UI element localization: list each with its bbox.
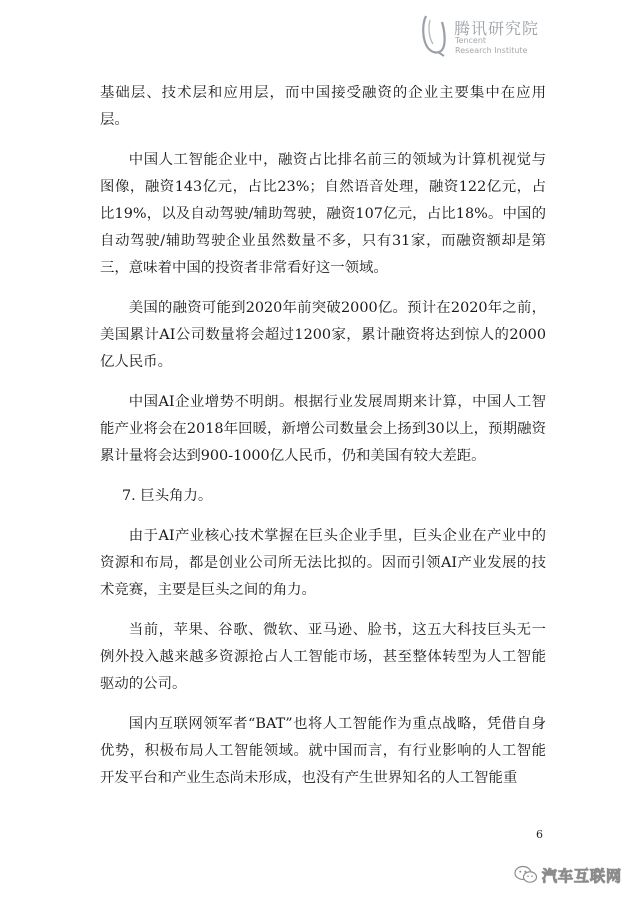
watermark bbox=[514, 862, 634, 890]
org-name-en-line2: Research Institute bbox=[455, 46, 528, 55]
paragraph-continuation: 基础层、技术层和应用层，而中国接受融资的企业主要集中在应用层。 bbox=[100, 85, 546, 128]
paragraph-giants-core-tech: 由于AI产业核心技术掌握在巨头企业手里，巨头企业在产业中的资源和布局，都是创业公司所无法比拟的。因而引领AI产业发展的技术竞赛，主要是巨头之间的角力。 bbox=[100, 528, 546, 598]
section-heading: 7. 巨头角力。 bbox=[122, 488, 213, 504]
tencent-research-logo-icon bbox=[420, 12, 450, 58]
page-number: 6 bbox=[536, 828, 543, 841]
paragraph-bat: 国内互联网领军者“BAT”也将人工智能作为重点战略，凭借自身优势，积极布局人工智能领域。就中国而言，有行业影响的人工智能开发平台和产业生态尚未形成，也没有产生世界知名的人工智能重 bbox=[100, 716, 546, 786]
org-name-en-line1: Tencent bbox=[455, 36, 487, 45]
wechat-icon bbox=[514, 865, 538, 885]
header-logo bbox=[420, 12, 620, 60]
org-name-en bbox=[455, 36, 527, 56]
paragraph-china-trend: 中国AI企业增势不明朗。根据行业发展周期来计算，中国人工智能产业将会在2018年回暖，新增公司数量会上扬到30以上，预期融资累计量将会达到900-1000亿人民币，仍和美国有较大差距。 bbox=[100, 394, 546, 464]
document-body bbox=[100, 80, 546, 792]
org-name: 腾讯研究院 bbox=[454, 19, 540, 38]
paragraph-five-giants: 当前，苹果、谷歌、微软、亚马逊、脸书，这五大科技巨头无一例外投入越来越多资源抢占人工智能市场，甚至整体转型为人工智能驱动的公司。 bbox=[100, 622, 546, 692]
watermark-text: 汽车互联网 bbox=[542, 867, 623, 885]
paragraph-us-funding: 美国的融资可能到2020年前突破2000亿。预计在2020年之前，美国累计AI公司数量将会超过1200家，累计融资将达到惊人的2000亿人民币。 bbox=[100, 300, 546, 370]
paragraph-funding-fields: 中国人工智能企业中，融资占比排名前三的领域为计算机视觉与图像，融资143亿元，占比23%；自然语音处理，融资122亿元，占比19%，以及自动驾驶/辅助驾驶，融资107亿元，占比18%。中国的自动驾驶/辅助驾驶企业虽然数量不多，只有31家，而融资额却是第三，意味着中国的投资者非常看好这一领域。 bbox=[100, 152, 546, 276]
